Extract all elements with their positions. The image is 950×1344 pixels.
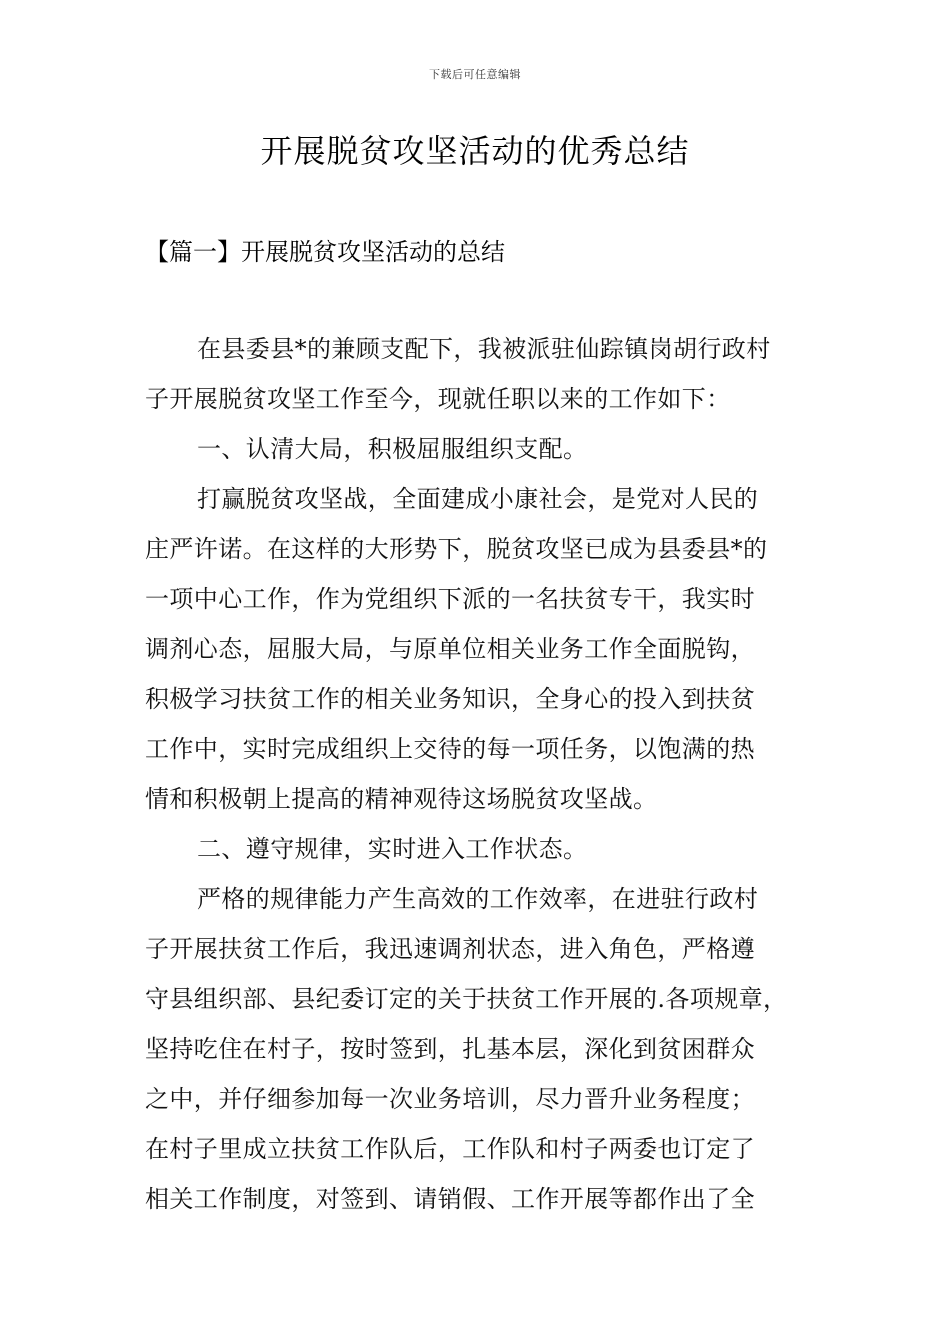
document-title: 开展脱贫攻坚活动的优秀总结 xyxy=(260,132,690,170)
text-line: 守县组织部、县纪委订定的关于扶贫工作开展的.各项规章， xyxy=(145,985,788,1013)
text-line: 庄严许诺。在这样的大形势下，脱贫攻坚已成为县委县*的 xyxy=(145,535,768,563)
text-line: 情和积极朝上提高的精神观待这场脱贫攻坚战。 xyxy=(145,785,658,813)
text-line: 坚持吃住在村子，按时签到，扎基本层，深化到贫困群众 xyxy=(145,1035,755,1063)
text-line: 积极学习扶贫工作的相关业务知识，全身心的投入到扶贫 xyxy=(145,685,755,713)
text-line: 子开展扶贫工作后，我迅速调剂状态，进入角色，严格遵 xyxy=(145,935,755,963)
text-line: 在村子里成立扶贫工作队后，工作队和村子两委也订定了 xyxy=(145,1135,755,1163)
text-line: 工作中，实时完成组织上交待的每一项任务，以饱满的热 xyxy=(145,735,755,763)
text-line: 在县委县*的兼顾支配下，我被派驻仙踪镇岗胡行政村 xyxy=(197,335,771,363)
text-line: 打赢脱贫攻坚战，全面建成小康社会，是党对人民的 xyxy=(197,485,759,513)
text-line: 子开展脱贫攻坚工作至今，现就任职以来的工作如下： xyxy=(145,385,731,413)
text-line: 相关工作制度，对签到、请销假、工作开展等都作出了全 xyxy=(145,1185,755,1213)
text-line: 调剂心态，屈服大局，与原单位相关业务工作全面脱钩， xyxy=(145,635,755,663)
text-line: 严格的规律能力产生高效的工作效率，在进驻行政村 xyxy=(197,885,759,913)
body-text xyxy=(145,324,810,1224)
text-line: 一项中心工作，作为党组织下派的一名扶贫专干，我实时 xyxy=(145,585,755,613)
text-line: 之中，并仔细参加每一次业务培训，尽力晋升业务程度； xyxy=(145,1085,755,1113)
text-line: 二、遵守规律，实时进入工作状态。 xyxy=(197,835,588,863)
header-note: 下载后可任意编辑 xyxy=(429,68,521,81)
section-heading: 【篇一】开展脱贫攻坚活动的总结 xyxy=(145,238,505,266)
text-line: 一、认清大局，积极屈服组织支配。 xyxy=(197,435,588,463)
